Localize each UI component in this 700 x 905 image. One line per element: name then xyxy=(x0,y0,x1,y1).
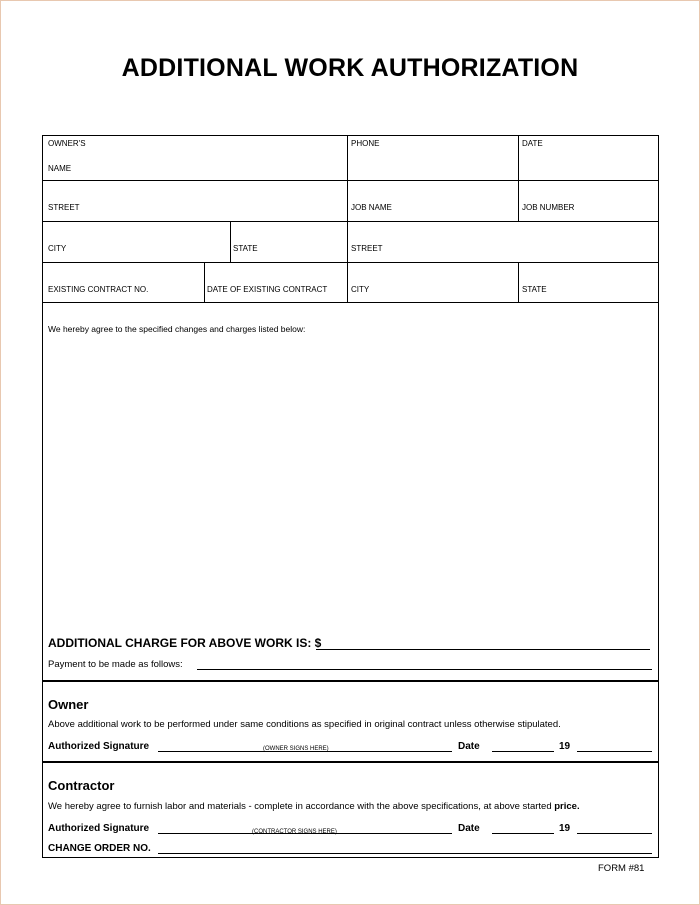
contractor-date-label: Date xyxy=(458,823,480,834)
change-order-line[interactable] xyxy=(158,853,652,854)
date-of-existing-contract-field[interactable]: DATE OF EXISTING CONTRACT xyxy=(207,285,328,294)
owner-year-prefix: 19 xyxy=(559,741,571,752)
changes-section[interactable] xyxy=(42,302,659,681)
owners-label: OWNER'S xyxy=(48,139,86,148)
contractor-year-line[interactable] xyxy=(577,833,652,834)
phone-field[interactable]: PHONE xyxy=(351,139,380,148)
payment-label: Payment to be made as follows: xyxy=(48,659,183,670)
additional-charge-label: ADDITIONAL CHARGE FOR ABOVE WORK IS: $ xyxy=(48,636,322,650)
owner-signs-here: (OWNER SIGNS HERE) xyxy=(263,746,329,752)
contractor-text-price: price. xyxy=(554,801,580,812)
owner-date-label: Date xyxy=(458,741,480,752)
existing-contract-no-field[interactable]: EXISTING CONTRACT NO. xyxy=(48,285,149,294)
contractor-year-prefix: 19 xyxy=(559,823,571,834)
date-field[interactable]: DATE xyxy=(522,139,543,148)
name-field[interactable]: NAME xyxy=(48,164,72,173)
contractor-signature-label: Authorized Signature xyxy=(48,823,150,834)
payment-line[interactable] xyxy=(197,669,652,670)
owner-heading: Owner xyxy=(48,697,89,712)
contractor-text-main: We hereby agree to furnish labor and materials - complete in accordance with the above specifications, at above started xyxy=(48,801,552,812)
job-city-field[interactable]: CITY xyxy=(351,285,370,294)
info-grid xyxy=(42,135,659,303)
owner-text: Above additional work to be performed under same conditions as specified in original contract unless otherwise stipulated. xyxy=(48,719,561,730)
additional-charge-line[interactable] xyxy=(316,649,650,650)
contractor-date-line[interactable] xyxy=(492,833,554,834)
form-number: FORM #81 xyxy=(598,863,645,874)
change-order-label: CHANGE ORDER NO. xyxy=(48,843,151,854)
owner-date-line[interactable] xyxy=(492,751,554,752)
contractor-text xyxy=(48,801,580,812)
owner-signature-label: Authorized Signature xyxy=(48,741,150,752)
agreement-text: We hereby agree to the specified changes and charges listed below: xyxy=(48,324,306,334)
job-name-field[interactable]: JOB NAME xyxy=(351,203,392,212)
owner-year-line[interactable] xyxy=(577,751,652,752)
job-street-field[interactable]: STREET xyxy=(351,244,383,253)
city-field[interactable]: CITY xyxy=(48,244,67,253)
job-state-field[interactable]: STATE xyxy=(522,285,547,294)
contractor-heading: Contractor xyxy=(48,778,115,793)
contractor-signs-here: (CONTRACTOR SIGNS HERE) xyxy=(252,829,337,835)
form-title: ADDITIONAL WORK AUTHORIZATION xyxy=(121,54,579,82)
job-number-field[interactable]: JOB NUMBER xyxy=(522,203,575,212)
state-field[interactable]: STATE xyxy=(233,244,258,253)
street-field[interactable]: STREET xyxy=(48,203,80,212)
